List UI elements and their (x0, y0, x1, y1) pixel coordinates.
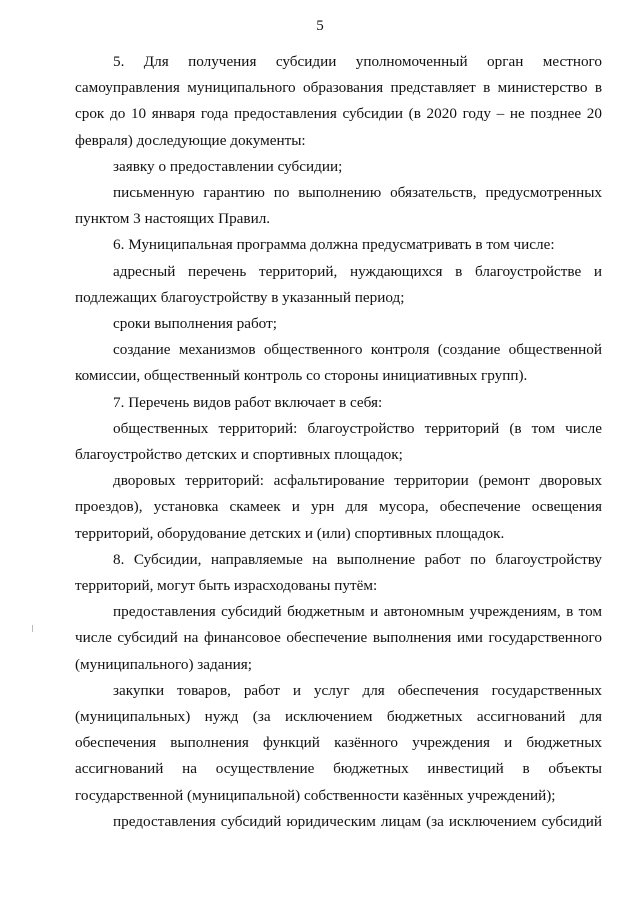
list-item-deadlines: сроки выполнения работ; (113, 315, 277, 333)
list-item-public-territories: общественных территорий: благоустройство территорий (в том числе благоустройство детских и спортивных площадок; (75, 419, 602, 464)
list-item-subsidies-institutions: предоставления субсидий бюджетным и автономным учреждениям, в том числе субсидий на финансовое обеспечение выполнения ими государственного (муниципального) задания; (75, 603, 602, 673)
list-item-yard-territories: дворовых территорий: асфальтирование территории (ремонт дворовых проездов), установка скамеек и урн для мусора, обеспечение освещения территорий, оборудование детских и (или) спортивных площадок. (75, 472, 602, 542)
paragraph-8-intro: 8. Субсидии, направляемые на выполнение работ по благоустройству территорий, могут быть израсходованы путём: (75, 550, 602, 595)
document-body (75, 49, 602, 835)
page-number: 5 (316, 18, 324, 34)
paragraph-5-intro: 5. Для получения субсидии уполномоченный орган местного самоуправления муниципального образования представляет в министерство в срок до 10 января года предоставления субсидии (в 2020 году – не позднее 20 февраля) доследующие документы: (75, 53, 602, 149)
list-item-procurement: закупки товаров, работ и услуг для обеспечения государственных (муниципальных) нужд (за исключением бюджетных ассигнований для обеспечения выполнения функций казённого учреждения и бюджетных ассигнований на осуществление бюджетных инвестиций в объекты государственной (муниципальной) собственности казённых учреждений); (75, 681, 602, 804)
list-item-subsidies-legal-entities: предоставления субсидий юридическим лицам (за исключением субсидий (113, 812, 602, 830)
margin-mark (32, 625, 33, 632)
list-item-application: заявку о предоставлении субсидии; (113, 157, 343, 175)
list-item-public-control: создание механизмов общественного контроля (создание общественной комиссии, общественный контроль со стороны инициативных групп). (75, 341, 602, 385)
list-item-guarantee: письменную гарантию по выполнению обязательств, предусмотренных пунктом 3 настоящих Правил. (75, 184, 602, 228)
paragraph-7-intro: 7. Перечень видов работ включает в себя: (113, 393, 383, 411)
list-item-address-list: адресный перечень территорий, нуждающихся в благоустройстве и подлежащих благоустройству в указанный период; (75, 262, 602, 306)
paragraph-6-intro: 6. Муниципальная программа должна предусматривать в том числе: (113, 236, 555, 254)
